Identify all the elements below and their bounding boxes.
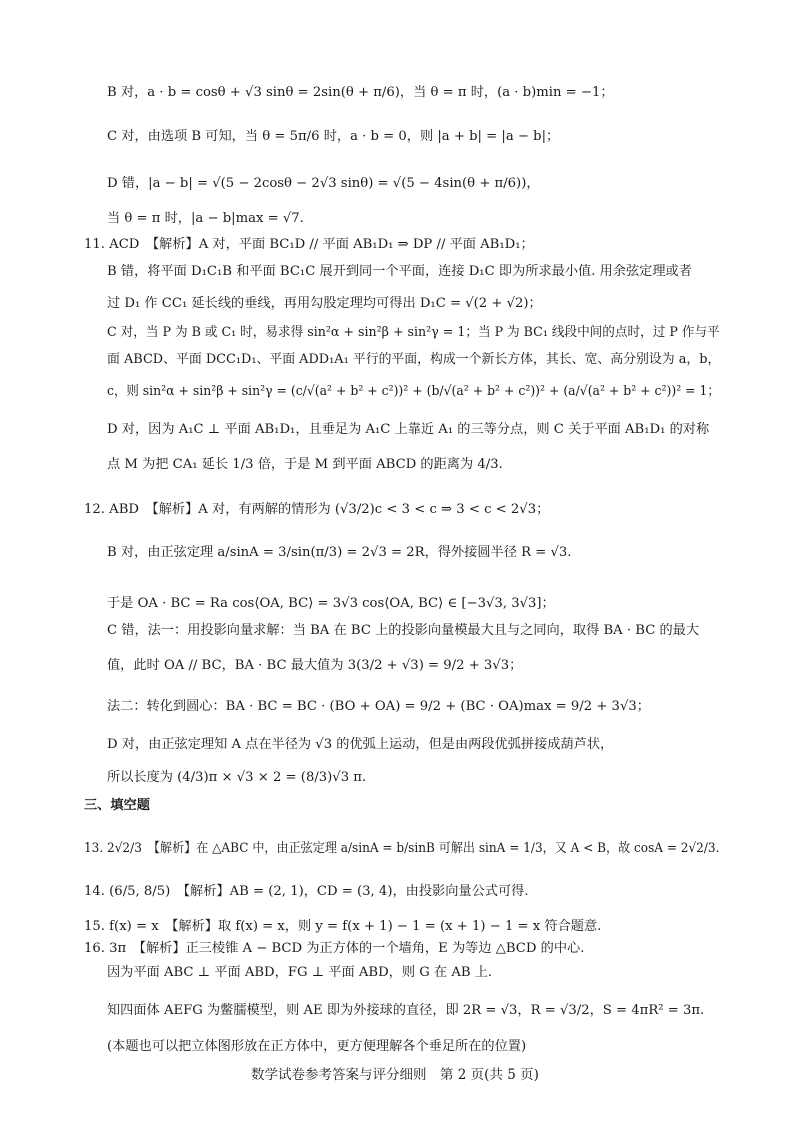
text-line: 所以长度为 (4/3)π × √3 × 2 = (8/3)√3 π. [107, 770, 367, 785]
section-title-fill-in: 三、填空题 [84, 798, 150, 813]
text-line: 14. (6/5, 8/5) 【解析】AB = (2, 1)，CD = (3, 4)，由投影向量公式可得. [84, 884, 529, 899]
text-line: 面 ABCD、平面 DCC₁D₁、平面 ADD₁A₁ 平行的平面，构成一个新长方体，其长、宽、高分别设为 a，b， [107, 352, 721, 367]
text-line: D 对，因为 A₁C ⊥ 平面 AB₁D₁，且垂足为 A₁C 上靠近 A₁ 的三等分点，则 C 关于平面 AB₁D₁ 的对称 [107, 422, 710, 437]
text-line: 当 θ = π 时，|a − b|max = √7. [107, 211, 304, 226]
text-line: 过 D₁ 作 CC₁ 延长线的垂线，再用勾股定理均可得出 D₁C = √(2 + √2)； [107, 296, 542, 311]
text-line: 法二：转化到圆心：BA · BC = BC · (BO + OA) = 9/2 + (BC · OA)max = 9/2 + 3√3； [107, 699, 650, 714]
text-line: 11. ACD 【解析】A 对，平面 BC₁D // 平面 AB₁D₁ ⇒ DP // 平面 AB₁D₁； [84, 237, 534, 252]
text-line: (本题也可以把立体图形放在正方体中，更方便理解各个垂足所在的位置) [107, 1039, 527, 1054]
text-line: B 对，由正弦定理 a/sinA = 3/sin(π/3) = 2√3 = 2R，得外接圆半径 R = √3. [107, 545, 572, 560]
text-line: 因为平面 ABC ⊥ 平面 ABD，FG ⊥ 平面 ABD，则 G 在 AB 上. [107, 965, 493, 980]
text-line: 知四面体 AEFG 为鳖臑模型，则 AE 即为外接球的直径，即 2R = √3，R = √3/2，S = 4πR² = 3π. [107, 1003, 705, 1018]
text-line: 点 M 为把 CA₁ 延长 1/3 倍，于是 M 到平面 ABCD 的距离为 4/3. [107, 457, 503, 472]
text-line: D 对，由正弦定理知 A 点在半径为 √3 的优弧上运动，但是由两段优弧拼接成葫芦状， [107, 737, 614, 752]
text-line: C 对，当 P 为 B 或 C₁ 时，易求得 sin²α + sin²β + sin²γ = 1；当 P 为 BC₁ 线段中间的点时，过 P 作与平 [107, 325, 720, 340]
text-line: 16. 3π 【解析】正三棱锥 A − BCD 为正方体的一个墙角，E 为等边 △BCD 的中心. [84, 941, 585, 956]
text-line: C 错，法一：用投影向量求解：当 BA 在 BC 上的投影向量模最大且与之同向，取得 BA · BC 的最大 [107, 623, 700, 638]
text-line: B 错，将平面 D₁C₁B 和平面 BC₁C 展开到同一个平面，连接 D₁C 即为所求最小值. 用余弦定理或者 [107, 264, 692, 279]
text-line: 15. f(x) = x 【解析】取 f(x) = x，则 y = f(x + 1) − 1 = (x + 1) − 1 = x 符合题意. [84, 919, 602, 934]
text-line: c，则 sin²α + sin²β + sin²γ = (c/√(a² + b² + c²))² + (b/√(a² + b² + c²))² + (a/√(a² + b² + c²))² = 1； [107, 384, 720, 399]
text-line: C 对，由选项 B 可知，当 θ = 5π/6 时，a · b = 0，则 |a + b| = |a − b|； [107, 129, 560, 144]
text-line: 于是 OA · BC = Ra cos⟨OA, BC⟩ = 3√3 cos⟨OA, BC⟩ ∈ [−3√3, 3√3]； [107, 596, 555, 611]
text-line: 值，此时 OA // BC，BA · BC 最大值为 3(3/2 + √3) = 9/2 + 3√3； [107, 658, 523, 673]
text-line: B 对，a · b = cosθ + √3 sinθ = 2sin(θ + π/6)，当 θ = π 时，(a · b)min = −1； [107, 85, 614, 100]
page-footer: 数学试卷参考答案与评分细则 第 2 页(共 5 页) [251, 1067, 539, 1083]
text-line: D 错，|a − b| = √(5 − 2cosθ − 2√3 sinθ) = √(5 − 4sin(θ + π/6))， [107, 176, 540, 191]
text-line: 12. ABD 【解析】A 对，有两解的情形为 (√3/2)c < 3 < c ⇒ 3 < c < 2√3； [84, 502, 550, 517]
text-line: 13. 2√2/3 【解析】在 △ABC 中，由正弦定理 a/sinA = b/sinB 可解出 sinA = 1/3，又 A < B，故 cosA = 2√2/3. [84, 841, 720, 856]
